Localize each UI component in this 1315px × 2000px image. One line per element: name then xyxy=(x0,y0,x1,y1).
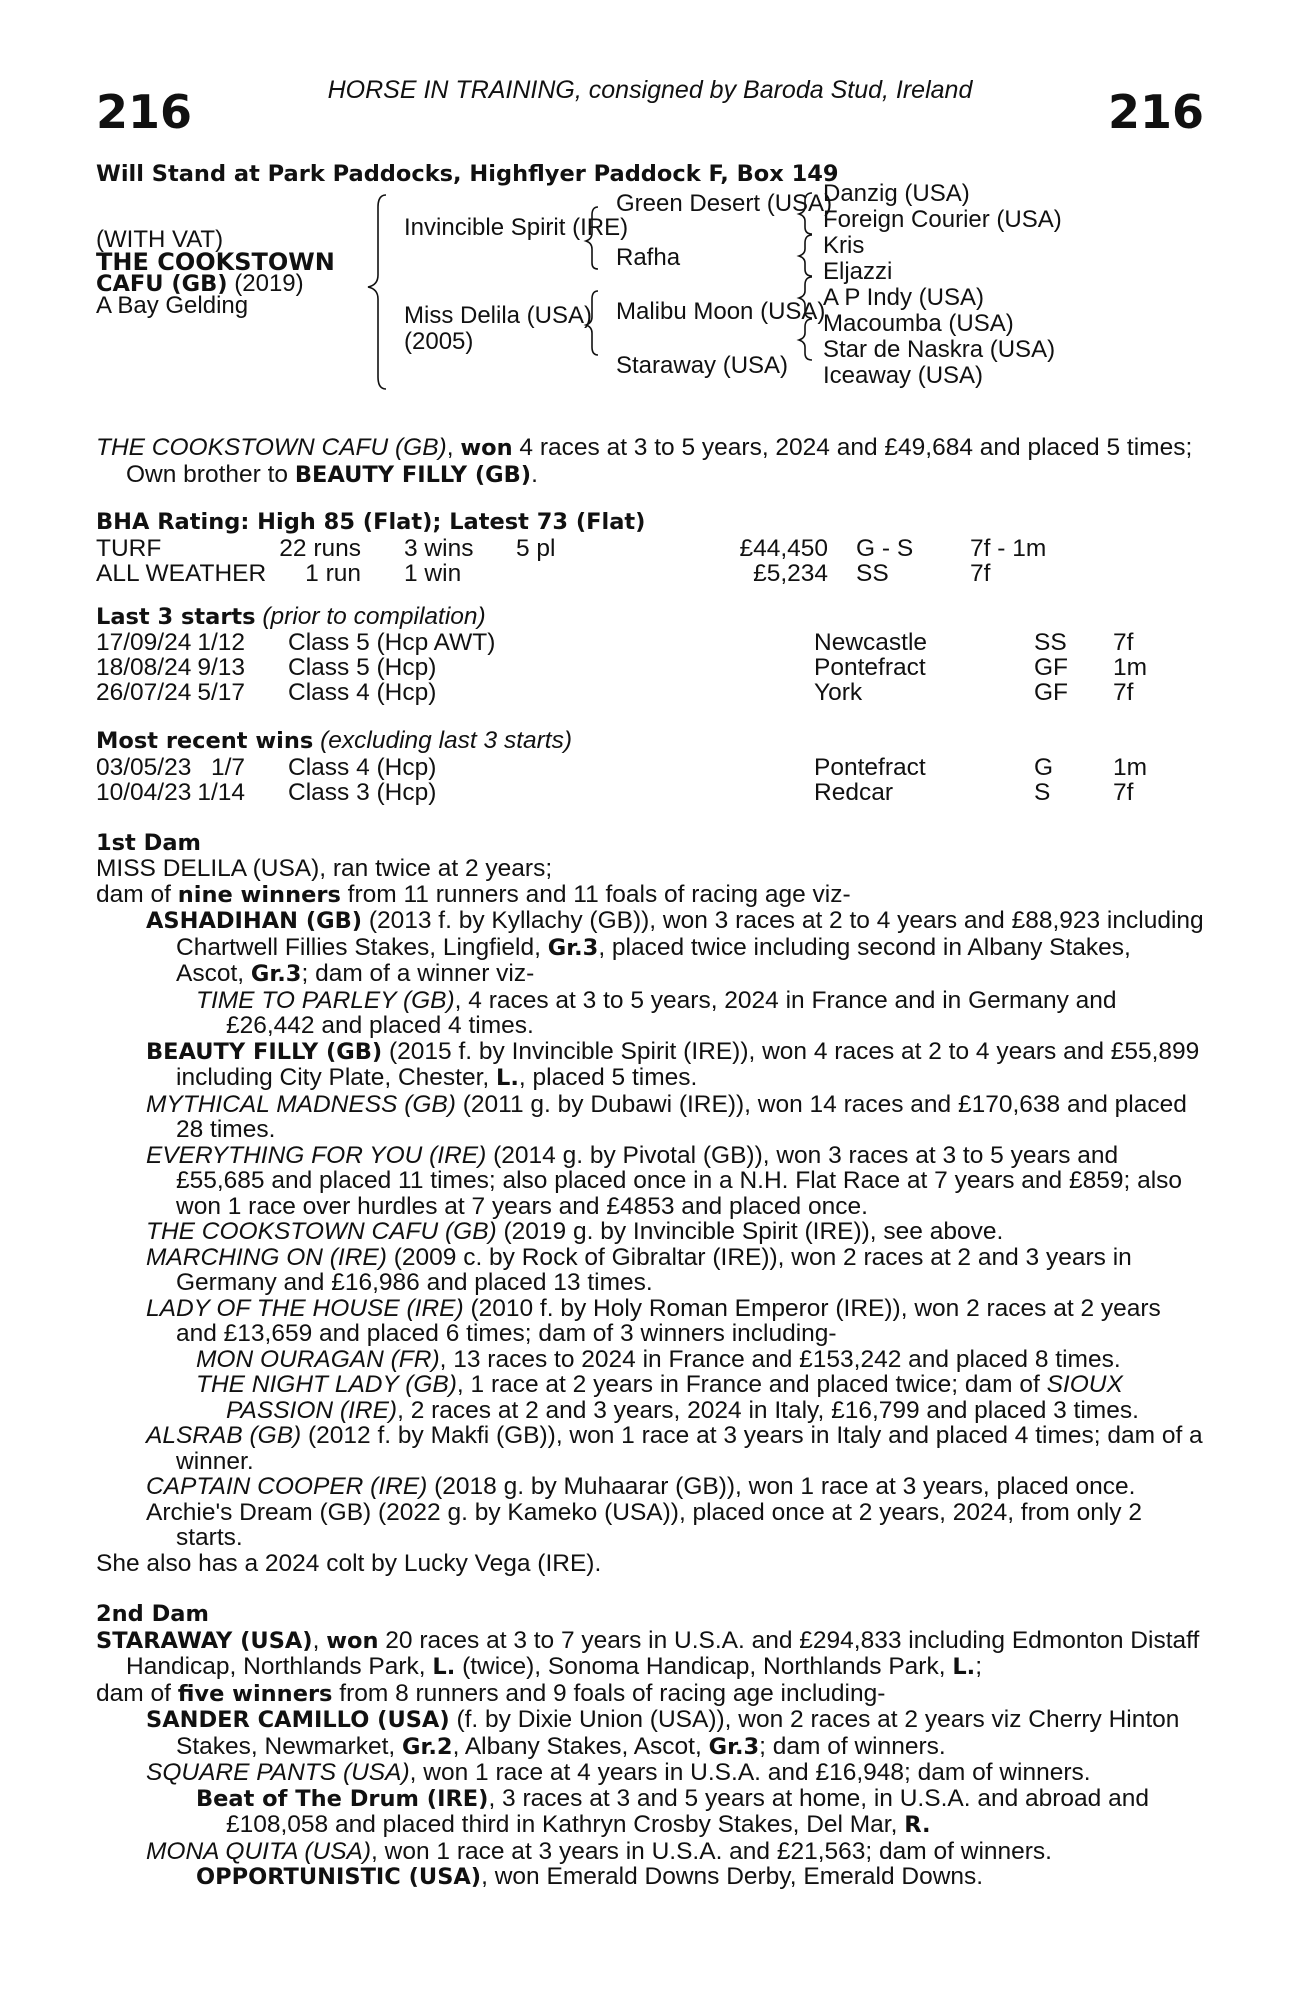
produce-entry xyxy=(96,1474,1204,1500)
runners-text: from 8 runners and 9 foals of racing age including- xyxy=(332,1679,886,1707)
produce-text: , 4 races at 3 to 5 years, 2024 in France and in Germany and £26,442 and placed 4 times. xyxy=(226,986,1117,1039)
rating-distance: 7f - 1m xyxy=(970,534,1047,562)
listed-label: L. xyxy=(496,1065,519,1091)
rating-going: SS xyxy=(856,559,889,587)
win-position: 1/7 xyxy=(210,753,245,781)
produce-entry xyxy=(96,1707,1204,1760)
pedigree-dam-line2: (2005) xyxy=(404,328,474,355)
produce-text: , 3 races at 3 and 5 years at home, in U.S.A. and abroad and £108,058 and placed third in Kathryn Crosby Stakes, Del Mar, xyxy=(226,1784,1149,1838)
first-dam-produce-summary xyxy=(96,882,1204,909)
start-going: GF xyxy=(1034,679,1069,706)
winner-count: five winners xyxy=(177,1680,333,1707)
produce-text: (2009 c. by Rock of Gibraltar (IRE)), won 2 races at 2 and 3 years in Germany and £16,986 and placed 13 times. xyxy=(176,1243,1132,1296)
produce-text: (2018 g. by Muhaarar (GB)), won 1 race at 3 years, placed once. xyxy=(427,1473,1136,1500)
start-date: 17/09/24 xyxy=(96,629,192,656)
horse-description: A Bay Gelding xyxy=(96,292,249,319)
stand-location: Will Stand at Park Paddocks, Highflyer Paddock F, Box 149 xyxy=(96,160,839,187)
last-3-starts-title-row xyxy=(96,604,1204,631)
pedigree-sire-dam: Rafha xyxy=(616,244,681,271)
produce-name: CAPTAIN COOPER (IRE) xyxy=(146,1473,428,1500)
first-dam-intro: MISS DELILA (USA), ran twice at 2 years; xyxy=(96,855,553,882)
start-going: SS xyxy=(1034,629,1067,656)
pedigree-g6: Macoumba (USA) xyxy=(823,310,1014,337)
produce-name: MONA QUITA (USA) xyxy=(146,1837,372,1865)
produce-name: MON OURAGAN (FR) xyxy=(196,1345,440,1373)
also-has-note: She also has a 2024 colt by Lucky Vega (IRE). xyxy=(96,1549,602,1577)
grade-label: Gr.3 xyxy=(250,961,302,987)
produce-name: MARCHING ON (IRE) xyxy=(146,1243,387,1271)
produce-name: BEAUTY FILLY (GB) xyxy=(146,1038,383,1065)
rating-runs: 1 run xyxy=(305,559,361,587)
rating-going: G - S xyxy=(856,534,914,562)
produce-name: ASHADIHAN (GB) xyxy=(146,908,363,934)
produce-name: SQUARE PANTS (USA) xyxy=(146,1759,410,1786)
start-date: 26/07/24 xyxy=(96,679,192,706)
produce-text: (2019 g. by Invincible Spirit (IRE)), see above. xyxy=(496,1218,1004,1245)
bha-rating-title: BHA Rating: High 85 (Flat); Latest 73 (Flat) xyxy=(96,509,646,535)
summary-sep: , xyxy=(446,434,461,461)
rating-surface: ALL WEATHER xyxy=(96,559,267,587)
start-class: Class 5 (Hcp) xyxy=(288,654,437,681)
start-distance: 7f xyxy=(1113,679,1134,706)
horse-name-line2: CAFU (GB) xyxy=(96,271,228,297)
start-position: 5/17 xyxy=(197,679,245,706)
catalogue-page xyxy=(96,0,1204,1891)
produce-name: Beat of The Drum (IRE) xyxy=(196,1785,489,1812)
win-going: G xyxy=(1034,753,1054,781)
grandproduce-entry xyxy=(96,1864,1204,1891)
runners-text: from 11 runners and 11 foals of racing age viz- xyxy=(340,880,851,908)
produce-text: (2013 f. by Kyllachy (GB)), won 3 races at 2 to 4 years and £88,923 including Chartwell Fillies Stakes, Lingfield, xyxy=(176,907,1204,961)
record-text: (twice), Sonoma Handicap, Northlands Park, xyxy=(455,1653,953,1680)
produce-entry xyxy=(96,1296,1204,1347)
grandproduce-entry xyxy=(96,1347,1204,1373)
grandproduce-entry xyxy=(96,988,1204,1039)
produce-entry xyxy=(96,1219,1204,1245)
win-distance: 1m xyxy=(1113,753,1148,781)
produce-entry xyxy=(96,1760,1204,1786)
win-date: 03/05/23 xyxy=(96,753,192,781)
produce-name: SANDER CAMILLO (USA) xyxy=(146,1707,450,1733)
first-dam-title: 1st Dam xyxy=(96,829,201,856)
produce-name: SIOUX PASSION (IRE) xyxy=(226,1371,1123,1424)
produce-entry xyxy=(96,1423,1204,1474)
rating-distance: 7f xyxy=(970,559,991,587)
rating-table xyxy=(96,536,1204,588)
rating-wins: 3 wins xyxy=(404,534,474,562)
produce-entry xyxy=(96,1039,1204,1092)
produce-text: , placed twice including second in Albany Stakes, Ascot, xyxy=(176,933,1131,987)
produce-entry: Archie's Dream (GB) (2022 g. by Kameko (USA)), placed once at 2 years, 2024, from only 2 starts. xyxy=(146,1498,1142,1551)
recent-wins-note: (excluding last 3 starts) xyxy=(313,727,573,754)
grade-label: Gr.2 xyxy=(402,1733,453,1760)
summary-text2: . xyxy=(531,460,538,488)
produce-entry xyxy=(96,1143,1204,1220)
pedigree-g1: Danzig (USA) xyxy=(823,180,970,207)
last-3-starts-note: (prior to compilation) xyxy=(255,602,486,630)
start-position: 9/13 xyxy=(197,654,245,681)
second-dam-record: STARAWAY (USA), won 20 races at 3 to 7 years in U.S.A. and £294,833 including Edmonton Distaff Handicap, Northlands Park, L. (twice), Sonoma Handicap, Northlands Park, L.; xyxy=(96,1626,1200,1680)
rating-surface: TURF xyxy=(96,534,162,562)
second-dam-name: STARAWAY (USA) xyxy=(96,1627,313,1654)
start-course: Newcastle xyxy=(814,629,928,656)
produce-entry xyxy=(96,1245,1204,1296)
produce-name: THE COOKSTOWN CAFU (GB) xyxy=(146,1218,497,1245)
horse-year: (2019) xyxy=(227,270,304,297)
rating-prize: £5,234 xyxy=(753,559,828,587)
rating-wins: 1 win xyxy=(404,559,462,587)
win-class: Class 3 (Hcp) xyxy=(288,778,437,806)
produce-text: (f. by Dixie Union (USA)), won 2 races at 2 years viz Cherry Hinton Stakes, Newmarket, xyxy=(176,1706,1180,1760)
produce-text: (2012 f. by Makfi (GB)), won 1 race at 3 years in Italy and placed 4 times; dam of a winner. xyxy=(176,1422,1203,1475)
pedigree-dam-sire: Malibu Moon (USA) xyxy=(616,298,826,325)
win-course: Redcar xyxy=(814,778,893,806)
summary-won: won xyxy=(460,435,513,461)
produce-text: ; dam of winners. xyxy=(759,1732,946,1760)
produce-text: (2014 g. by Pivotal (GB)), won 3 races at 3 to 5 years and £55,685 and placed 11 times; also placed once in a N.H. Flat Race at 7 years and £859; also won 1 race over hurdles at 7 years and £4853 and placed once. xyxy=(176,1141,1183,1220)
produce-text: (2015 f. by Invincible Spirit (IRE)), won 4 races at 2 to 4 years and £55,899 including City Plate, Chester, xyxy=(176,1037,1200,1091)
pedigree-dam-dam: Staraway (USA) xyxy=(616,352,789,379)
lot-number-left: 216 xyxy=(96,84,193,139)
summary-brother: BEAUTY FILLY (GB) xyxy=(294,461,532,488)
produce-entry xyxy=(96,908,1204,988)
summary-horse-name: THE COOKSTOWN CAFU (GB) xyxy=(96,434,447,461)
rating-runs: 22 runs xyxy=(279,534,361,562)
pedigree-g5: A P Indy (USA) xyxy=(823,284,984,311)
win-going: S xyxy=(1034,778,1051,806)
produce-text: , 13 races to 2024 in France and £153,242 and placed 8 times. xyxy=(439,1345,1121,1373)
record-text: 20 races at 3 to 7 years in U.S.A. and £294,833 including Edmonton Distaff Handicap, Northlands Park, xyxy=(126,1626,1200,1680)
produce-text: , 1 race at 2 years in France and placed twice; dam of xyxy=(456,1371,1047,1398)
produce-text: (2011 g. by Dubawi (IRE)), won 14 races and £170,638 and placed 28 times. xyxy=(176,1090,1187,1143)
produce-entry xyxy=(96,1092,1204,1143)
produce-name: ALSRAB (GB) xyxy=(146,1422,302,1449)
start-class: Class 5 (Hcp AWT) xyxy=(288,629,496,656)
start-distance: 1m xyxy=(1113,654,1148,681)
produce-text: , 2 races at 2 and 3 years, 2024 in Italy, £16,799 and placed 3 times. xyxy=(397,1396,1139,1424)
win-course: Pontefract xyxy=(814,753,926,781)
grandproduce-entry xyxy=(96,1786,1204,1839)
start-class: Class 4 (Hcp) xyxy=(288,679,437,706)
recent-wins-title-row xyxy=(96,728,1204,755)
win-position: 1/14 xyxy=(197,778,245,806)
start-position: 1/12 xyxy=(197,629,245,656)
produce-text: , won 1 race at 4 years in U.S.A. and £16,948; dam of winners. xyxy=(409,1759,1091,1786)
produce-name: OPPORTUNISTIC (USA) xyxy=(196,1864,482,1890)
win-distance: 7f xyxy=(1113,778,1134,806)
rating-placed: 5 pl xyxy=(516,534,556,562)
produce-text: ; dam of a winner viz- xyxy=(301,960,535,987)
recent-wins-table xyxy=(96,755,1204,807)
lot-number-right: 216 xyxy=(1107,84,1204,139)
vat-note: (WITH VAT) xyxy=(96,226,224,253)
pedigree-g4: Eljazzi xyxy=(823,258,893,285)
second-dam-produce-summary xyxy=(96,1681,1204,1708)
pedigree-g2: Foreign Courier (USA) xyxy=(823,206,1062,233)
start-course: Pontefract xyxy=(814,654,926,681)
produce-name: LADY OF THE HOUSE (IRE) xyxy=(146,1294,464,1322)
rating-prize: £44,450 xyxy=(739,534,828,562)
start-date: 18/08/24 xyxy=(96,654,192,681)
produce-name: TIME TO PARLEY (GB) xyxy=(196,986,455,1014)
start-course: York xyxy=(814,679,863,706)
race-summary xyxy=(96,435,1204,488)
pedigree-g8: Iceaway (USA) xyxy=(823,362,984,389)
second-dam-title: 2nd Dam xyxy=(96,1601,209,1627)
grade-label: Gr.3 xyxy=(708,1733,760,1760)
pedigree-g3: Kris xyxy=(823,232,865,259)
start-going: GF xyxy=(1034,654,1069,681)
consignment-header: HORSE IN TRAINING, consigned by Baroda Stud, Ireland xyxy=(327,76,973,104)
listed-label: L. xyxy=(432,1654,456,1680)
pedigree-table xyxy=(96,180,1204,405)
produce-name: MYTHICAL MADNESS (GB) xyxy=(146,1090,456,1118)
produce-text: , won Emerald Downs Derby, Emerald Downs. xyxy=(481,1863,984,1890)
last-3-starts-table xyxy=(96,630,1204,708)
pedigree-g7: Star de Naskra (USA) xyxy=(823,336,1056,363)
produce-text: (2010 f. by Holy Roman Emperor (IRE)), won 2 races at 2 years and £13,659 and placed 6 times; dam of 3 winners including- xyxy=(176,1294,1161,1347)
win-class: Class 4 (Hcp) xyxy=(288,753,437,781)
last-3-starts-title: Last 3 starts xyxy=(96,603,256,630)
second-dam-won: won xyxy=(326,1627,379,1654)
listed-label: L. xyxy=(952,1654,976,1680)
produce-entry xyxy=(96,1839,1204,1865)
produce-text: , won 1 race at 3 years in U.S.A. and £21,563; dam of winners. xyxy=(371,1837,1052,1865)
recent-wins-title: Most recent wins xyxy=(96,728,314,754)
produce-text: , Albany Stakes, Ascot, xyxy=(452,1732,709,1760)
record-text: ; xyxy=(975,1653,983,1680)
produce-name: THE NIGHT LADY (GB) xyxy=(196,1371,457,1398)
produce-text: , placed 5 times. xyxy=(518,1064,698,1091)
winner-count: nine winners xyxy=(177,881,341,908)
dam-of-label: dam of xyxy=(96,880,178,908)
grandproduce-entry xyxy=(96,1372,1204,1423)
produce-name: EVERYTHING FOR YOU (IRE) xyxy=(146,1141,487,1169)
restricted-label: R. xyxy=(904,1812,931,1838)
start-distance: 7f xyxy=(1113,629,1134,656)
win-date: 10/04/23 xyxy=(96,778,192,806)
pedigree-dam-line1: Miss Delila (USA) xyxy=(404,302,593,329)
horse-name-line1: THE COOKSTOWN xyxy=(96,248,335,276)
pedigree-sire-sire: Green Desert (USA) xyxy=(616,190,833,217)
pedigree-sire: Invincible Spirit (IRE) xyxy=(404,214,629,241)
summary-text1: 4 races at 3 to 5 years, 2024 and £49,684 and placed 5 times; Own brother to xyxy=(126,434,1193,488)
dam-of-label: dam of xyxy=(96,1679,178,1707)
grade-label: Gr.3 xyxy=(547,934,599,961)
